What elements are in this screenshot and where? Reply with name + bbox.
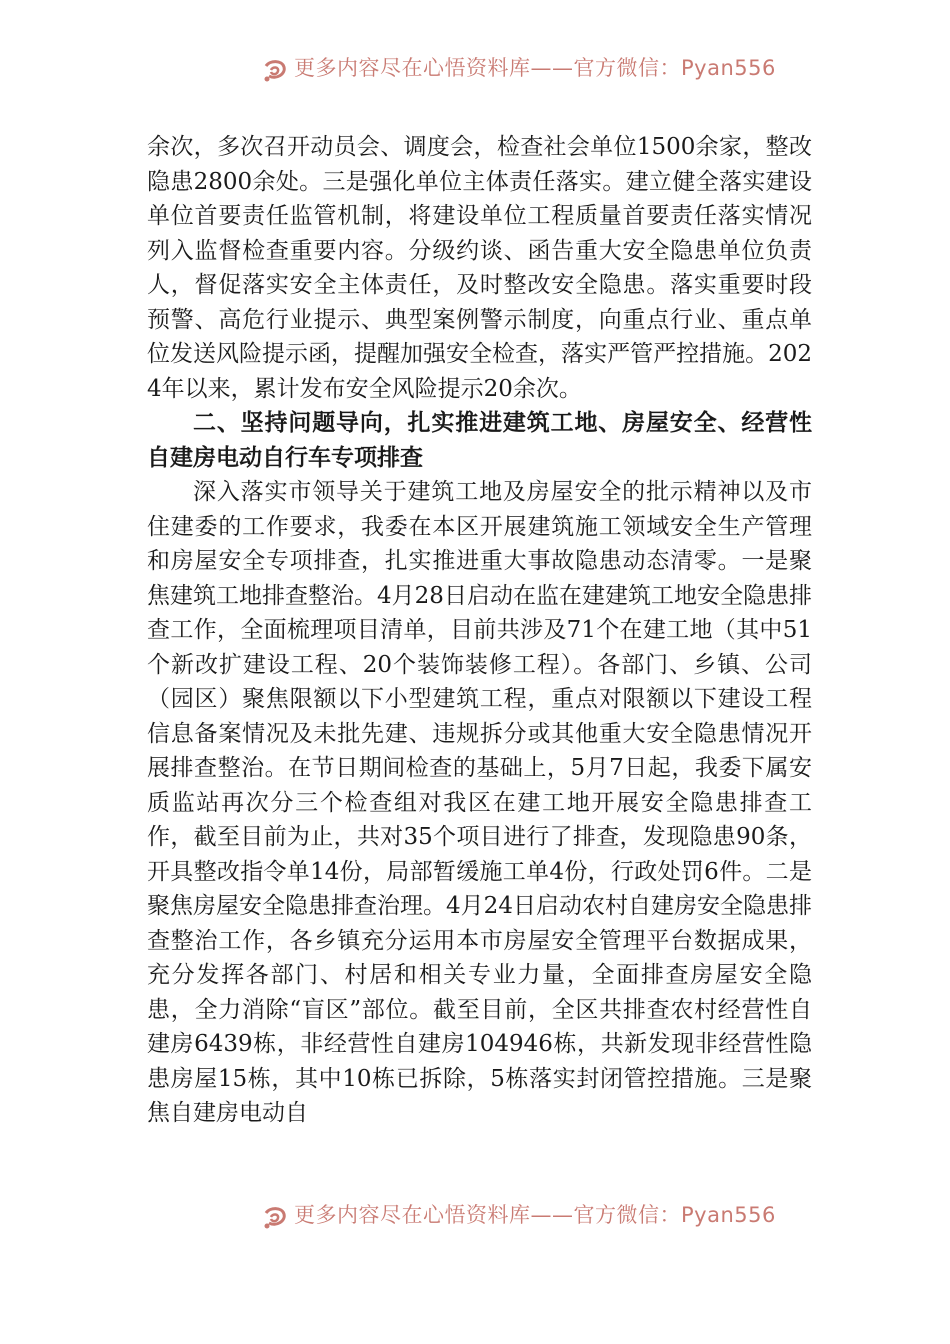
brand-swirl-logo-icon (262, 58, 288, 84)
section-heading: 二、坚持问题导向，扎实推进建筑工地、房屋安全、经营性自建房电动自行车专项排查 (147, 410, 812, 471)
document-body (147, 130, 812, 1131)
brand-swirl-logo-icon (262, 1205, 288, 1231)
footer-watermark (0, 1203, 950, 1233)
watermark-text: 更多内容尽在心悟资料库——官方微信：Pyan556 (294, 1203, 776, 1227)
watermark-text: 更多内容尽在心悟资料库——官方微信：Pyan556 (294, 56, 776, 80)
body-paragraph: 深入落实市领导关于建筑工地及房屋安全的批示精神以及市住建委的工作要求，我委在本区开展建筑施工领域安全生产管理和房屋安全专项排查，扎实推进重大事故隐患动态清零。一是聚焦建筑工地排查整治。4月28日启动在监在建建筑工地安全隐患排查工作，全面梳理项目清单，目前共涉及71个在建工地（其中51个新改扩建设工程、20个装饰装修工程）。各部门、乡镇、公司（园区）聚焦限额以下小型建筑工程，重点对限额以下建设工程信息备案情况及未批先建、违规拆分或其他重大安全隐患情况开展排查整治。在节日期间检查的基础上，5月7日起，我委下属安质监站再次分三个检查组对我区在建工地开展安全隐患排查工作，截至目前为止，共对35个项目进行了排查，发现隐患90条，开具整改指令单14份，局部暂缓施工单4份，行政处罚6件。二是聚焦房屋安全隐患排查治理。4月24日启动农村自建房安全隐患排查整治工作，各乡镇充分运用本市房屋安全管理平台数据成果，充分发挥各部门、村居和相关专业力量，全面排查房屋安全隐患，全力消除“盲区”部位。截至目前，全区共排查农村经营性自建房6439栋，非经营性自建房104946栋，共新发现非经营性隐患房屋15栋，其中10栋已拆除，5栋落实封闭管控措施。三是聚焦自建房电动自 (147, 479, 812, 1126)
continued-paragraph: 余次，多次召开动员会、调度会，检查社会单位1500余家，整改隐患2800余处。三是强化单位主体责任落实。建立健全落实建设单位首要责任监管机制，将建设单位工程质量首要责任落实情况列入监督检查重要内容。分级约谈、函告重大安全隐患单位负责人，督促落实安全主体责任，及时整改安全隐患。落实重要时段预警、高危行业提示、典型案例警示制度，向重点行业、重点单位发送风险提示函，提醒加强安全检查，落实严管严控措施。2024年以来，累计发布安全风险提示20余次。 (147, 134, 812, 402)
header-watermark (0, 56, 950, 86)
